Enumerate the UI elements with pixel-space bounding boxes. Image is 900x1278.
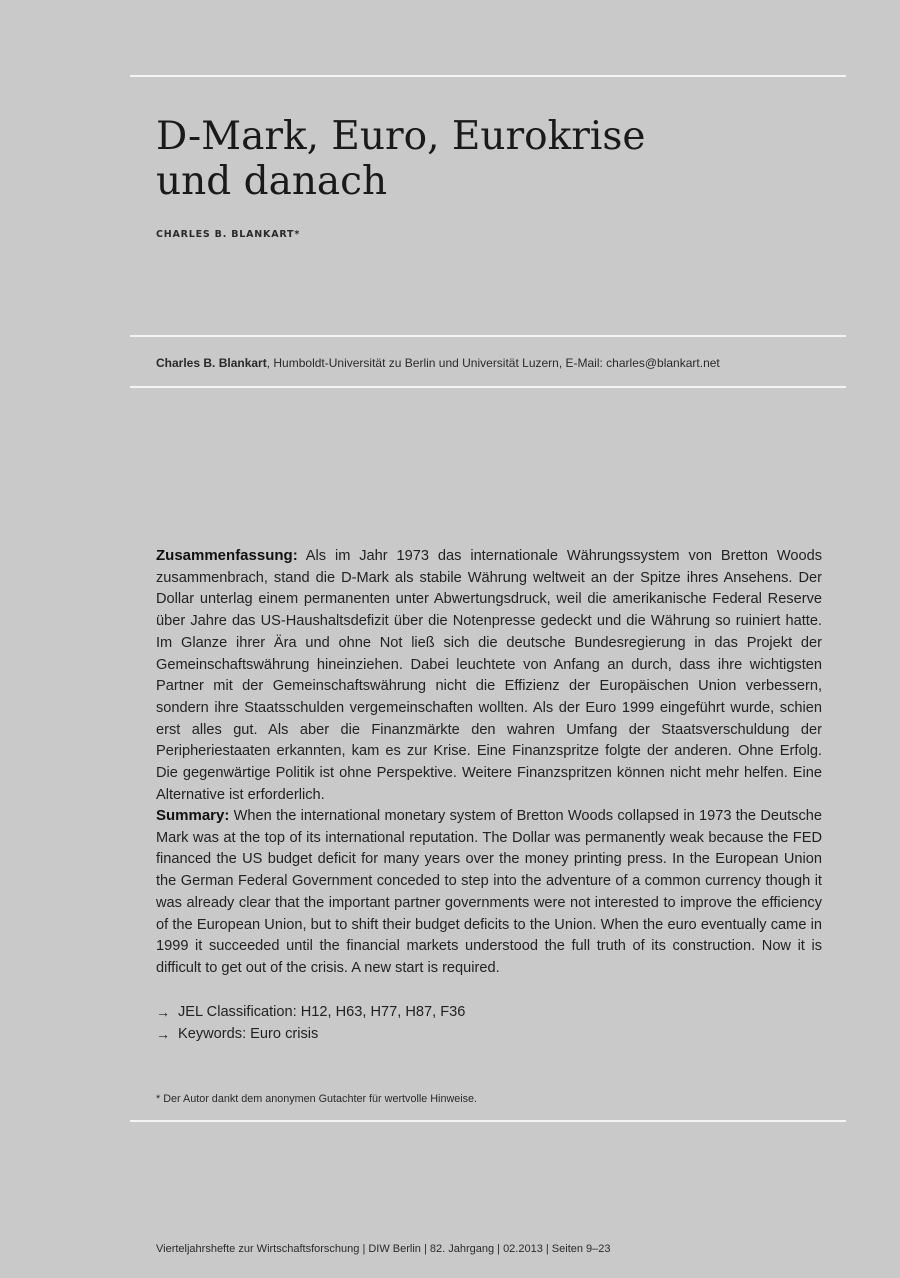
jel-classification: JEL Classification: H12, H63, H77, H87, F36	[178, 1004, 466, 1020]
title-line-2: und danach	[156, 159, 388, 204]
abstract-english	[156, 805, 822, 980]
article-title	[156, 114, 796, 204]
arrow-right-icon: →	[156, 1004, 170, 1020]
footnote-bottom-rule	[130, 1120, 846, 1122]
arrow-right-icon: →	[156, 1026, 170, 1042]
affiliation-top-rule	[130, 335, 846, 337]
abstract-english-text: When the international monetary system of Bretton Woods collapsed in 1973 the Deutsche Mark was at the top of its international reputation. The Dollar was permanently weak because the FED financed the US budget deficit for many years over the money printing press. In the European Union the German Federal Government conceded to step into the adventure of a common currency though it was already clear that the important partner governments were not interested to improve the efficiency of the European Union, but to shift their budget deficits to the Union. When the euro eventually came in 1999 it succeeded until the financial markets understood the full truth of its construction. Now it is difficult to get out of the crisis. A new start is required.	[156, 808, 822, 976]
affiliation-bottom-rule	[130, 386, 846, 388]
title-line-1: D-Mark, Euro, Eurokrise	[156, 114, 646, 159]
abstract-german-text: Als im Jahr 1973 das internationale Währungssystem von Bretton Woods zusammenbrach, stand die D-Mark als stabile Währung weltweit an der Spitze ihres Ansehens. Der Dollar unterlag einem permanenten unter Abwertungsdruck, weil die amerikanische Federal Reserve über Jahre das US-Haushaltsdefizit über die Notenpresse gedeckt und die Währung so ruiniert hatte. Im Glanze ihrer Ära und ohne Not ließ sich die deutsche Bundesregierung in das Projekt der Gemeinschaftswährung hineinziehen. Dabei leuchtete von Anfang an durch, dass ihre wichtigsten Partner mit der Gemeinschaftswährung nicht die Effizienz der Europäischen Union verbessern, sondern ihre Staatsschulden vergemeinschaften wollten. Als der Euro 1999 eingeführt wurde, schien erst alles gut. Als aber die Finanzmärkte den wahren Umfang der Staatsverschuldung der Peripheriestaaten erkannten, kam es zur Krise. Eine Finanzspritze folgte der anderen. Ohne Erfolg. Die gegenwärtige Politik ist ohne Perspektive. Weitere Finanzspritzen können nicht mehr helfen. Eine Alternative ist erforderlich.	[156, 548, 822, 803]
list-item	[156, 1023, 465, 1045]
list-item	[156, 1001, 465, 1023]
affiliation-details: , Humboldt-Universität zu Berlin und Universität Luzern, E-Mail: charles@blankart.net	[266, 356, 720, 370]
author-name: CHARLES B. BLANKART*	[156, 229, 301, 240]
classification-list	[156, 1001, 465, 1045]
top-rule	[130, 75, 846, 77]
footnote: * Der Autor dankt dem anonymen Gutachter für wertvolle Hinweise.	[156, 1093, 478, 1105]
abstract-english-heading: Summary:	[156, 807, 230, 824]
affiliation-author-name: Charles B. Blankart	[156, 356, 267, 370]
keywords: Keywords: Euro crisis	[178, 1026, 319, 1042]
abstract-german-heading: Zusammenfassung:	[156, 547, 298, 564]
journal-footer: Vierteljahrshefte zur Wirtschaftsforschung | DIW Berlin | 82. Jahrgang | 02.2013 | Seiten 9–23	[156, 1243, 611, 1255]
author-affiliation	[156, 356, 720, 370]
abstract-german	[156, 545, 822, 806]
